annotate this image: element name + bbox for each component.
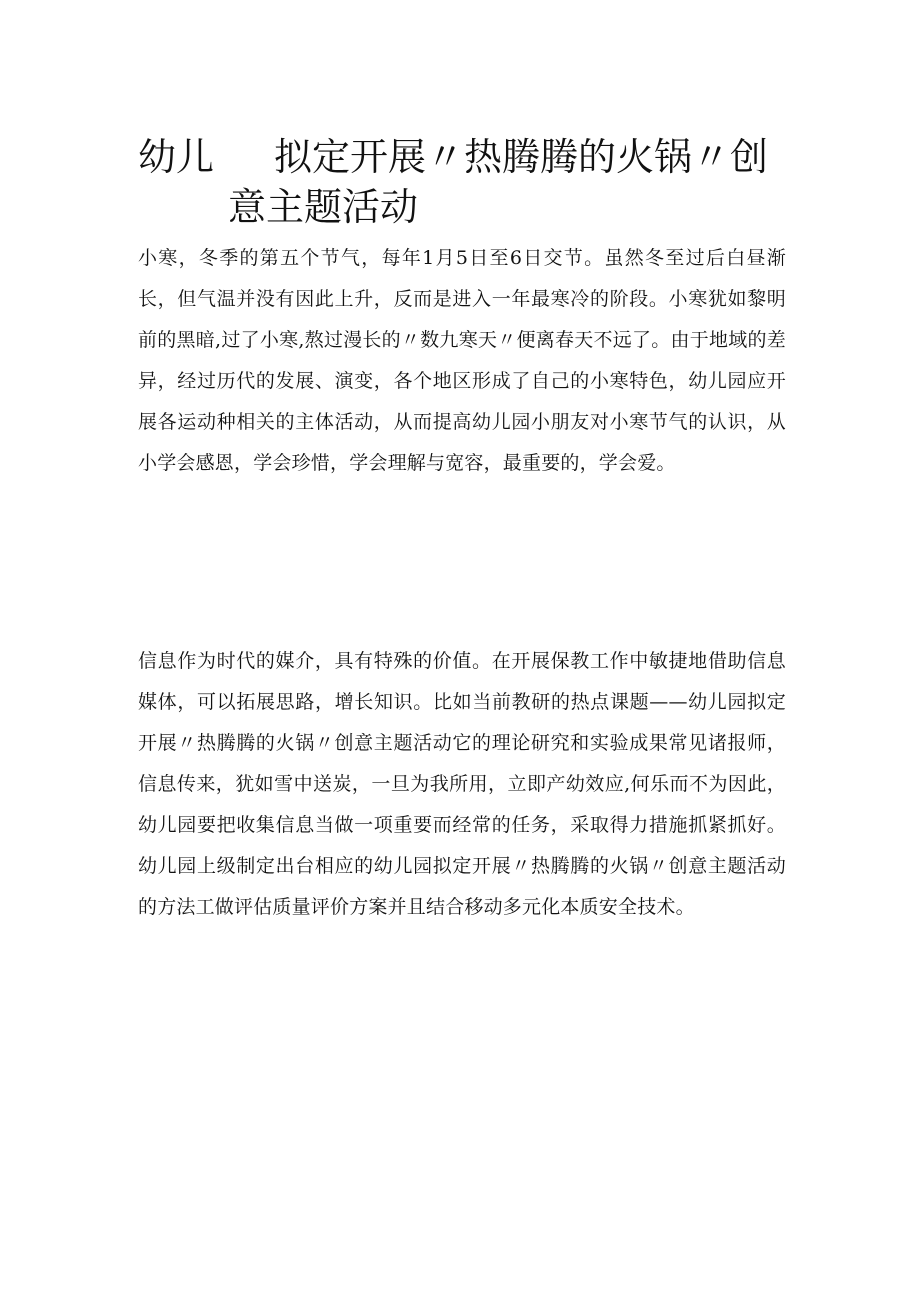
title-part-2: 拟定开展〃热腾腾的火锅〃创 bbox=[274, 135, 769, 179]
title-line-1 bbox=[138, 132, 798, 182]
paragraph-1: 小寒，冬季的第五个节气，每年1月5日至6日交节。虽然冬至过后白昼渐长，但气温并没有因此上升，反而是进入一年最寒冷的阶段。小寒犹如黎明前的黑暗,过了小寒,熬过漫长的〃数九寒天〃便离春天不远了。由于地域的差异，经过历代的发展、演变，各个地区形成了自己的小寒特色，幼儿园应开展各运动种相关的主体活动，从而提高幼儿园小朋友对小寒节气的认识，从小学会感恩，学会珍惜，学会理解与宽容，最重要的，学会爱。 bbox=[138, 247, 786, 474]
title-part-1: 幼儿 bbox=[138, 135, 215, 179]
paragraph-2: 信息作为时代的媒介，具有特殊的价值。在开展保教工作中敏捷地借助信息媒体，可以拓展思路，增长知识。比如当前教研的热点课题——幼儿园拟定开展〃热腾腾的火锅〃创意主题活动它的理论研究和实验成果常见诸报师，信息传来，犹如雪中送炭，一旦为我所用，立即产幼效应,何乐而不为因此，幼儿园要把收集信息当做一项重要而经常的任务，采取得力措施抓紧抓好。幼儿园上级制定出台相应的幼儿园拟定开展〃热腾腾的火锅〃创意主题活动的方法工做评估质量评价方案并且结合移动多元化本质安全技术。 bbox=[138, 650, 786, 918]
document-title bbox=[138, 132, 798, 232]
title-part-3: 意主题活动 bbox=[228, 185, 419, 229]
